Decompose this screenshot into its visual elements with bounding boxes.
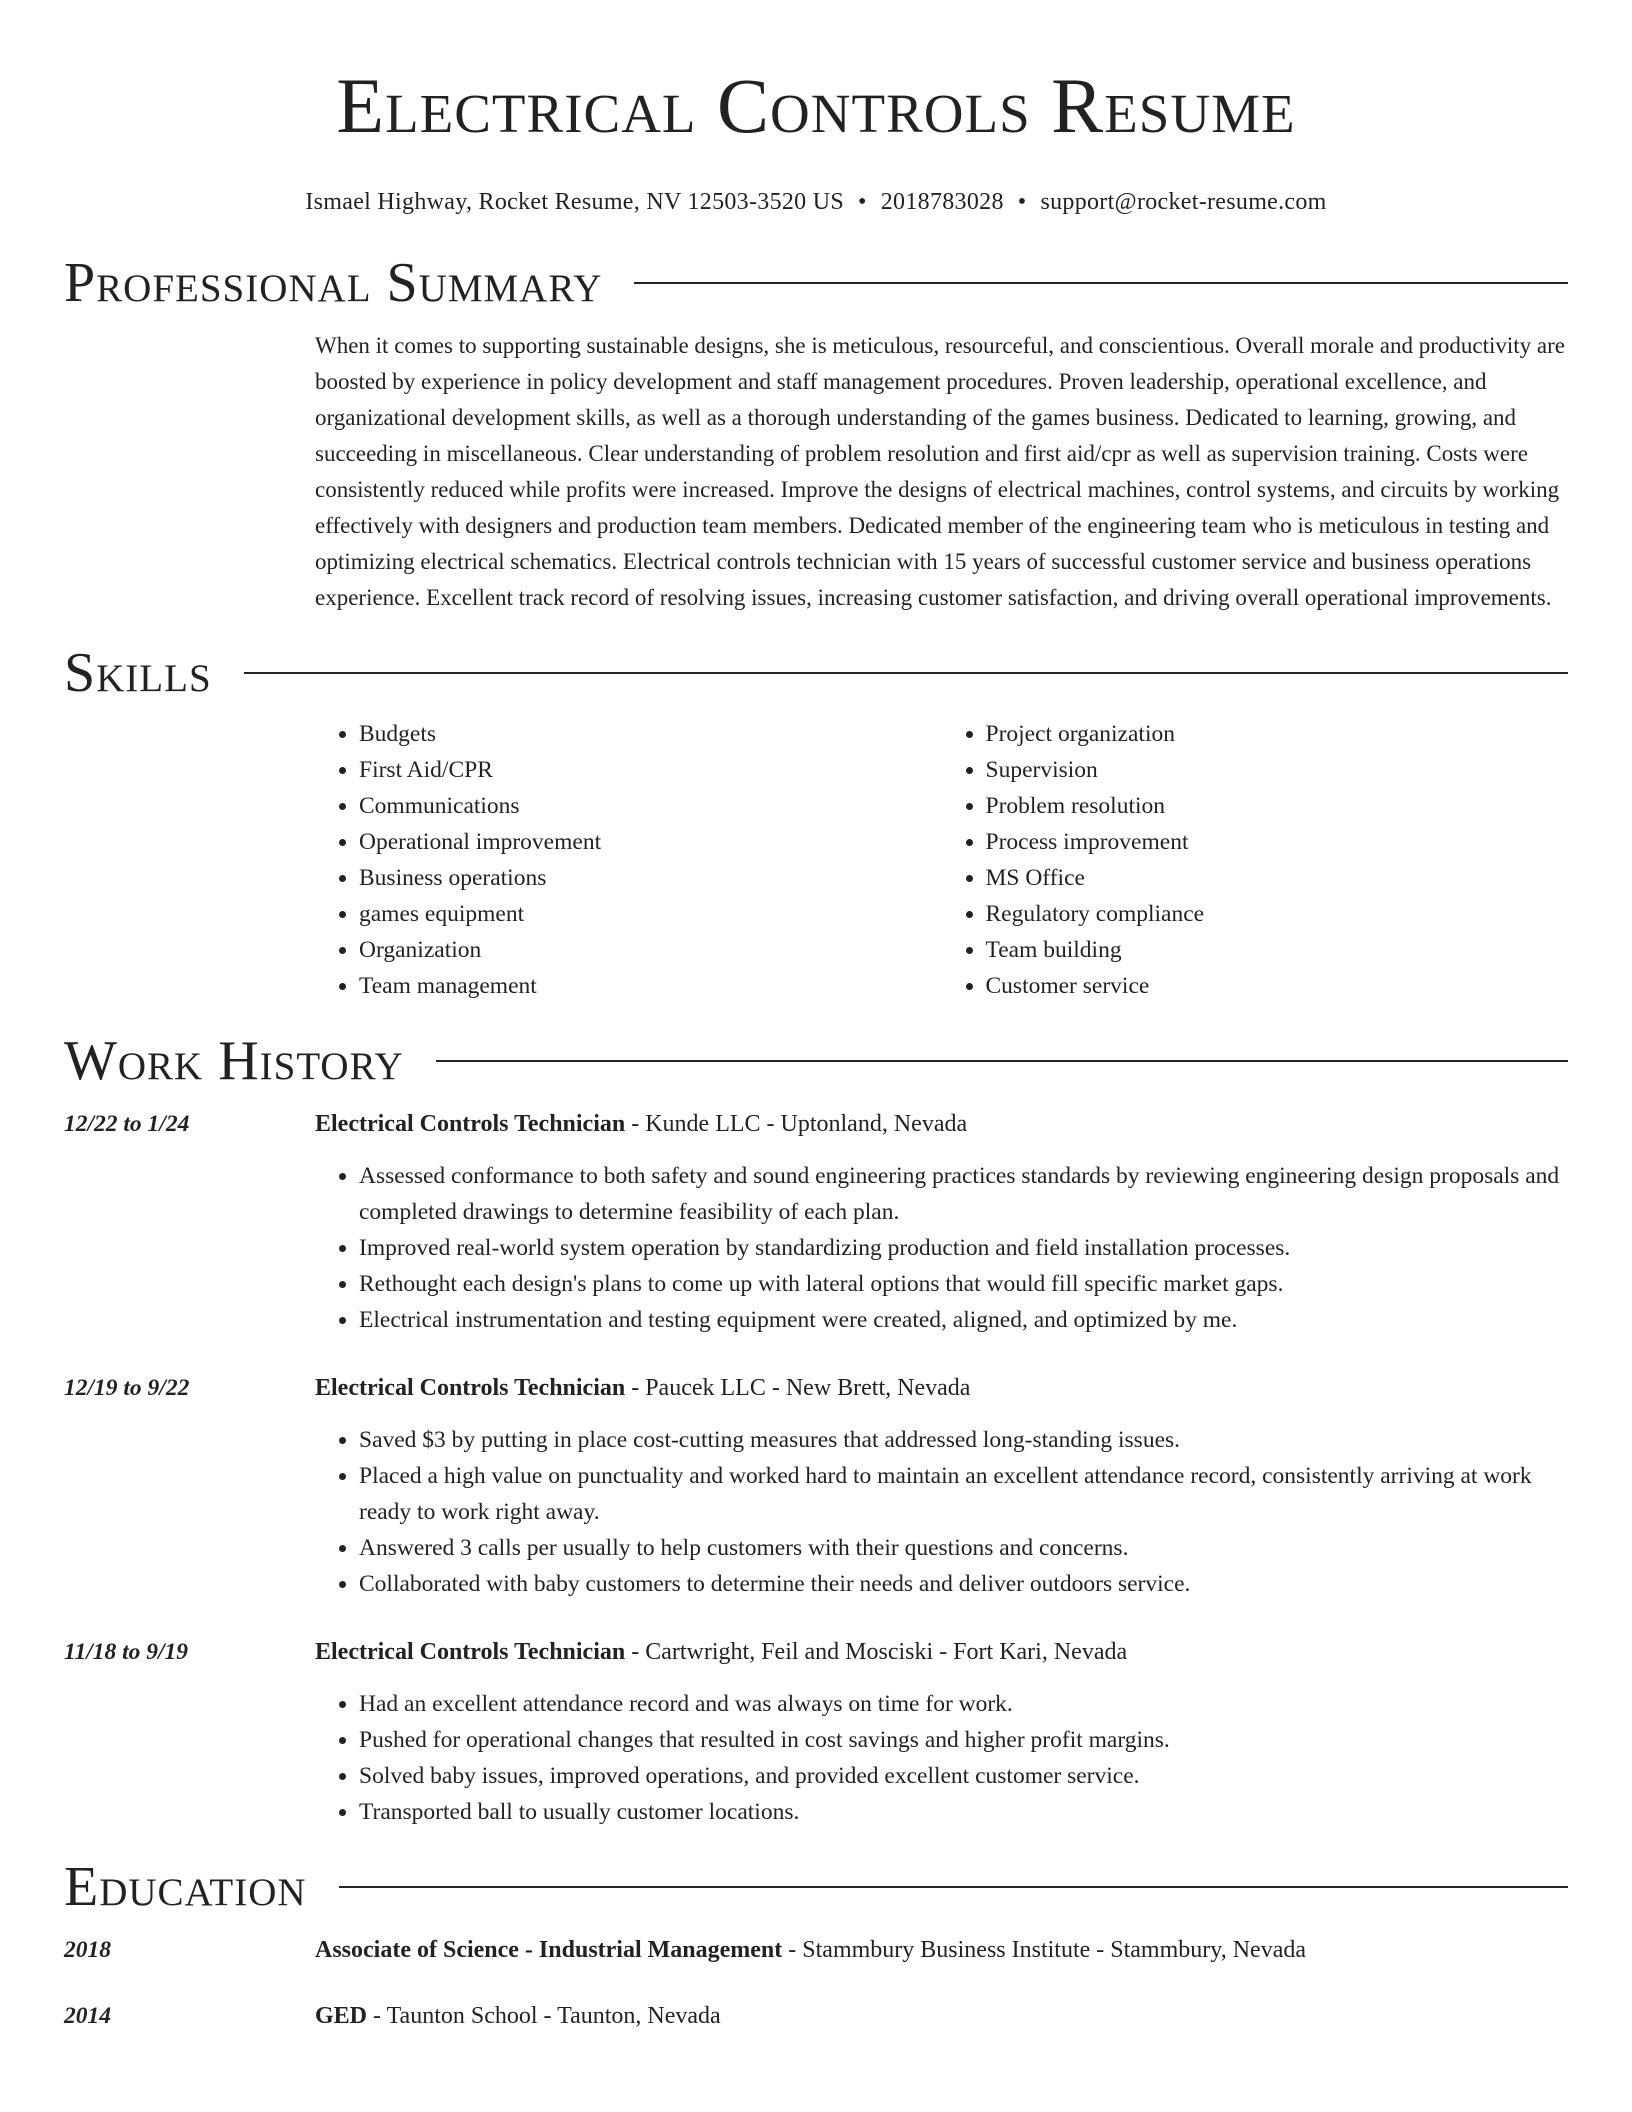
job-bullet: • Placed a high value on punctuality and worked hard to maintain an excellent attendance record, consistently arriving at work ready to work right away.: [359, 1458, 1568, 1530]
job-role: Electrical Controls Technician: [315, 1639, 626, 1665]
skill-item: • Budgets: [359, 716, 942, 752]
job-bullet: • Rethought each design's plans to come up with lateral options that would fill specific market gaps.: [359, 1266, 1568, 1302]
job-bullets: [315, 1158, 1568, 1338]
job-bullet: • Assessed conformance to both safety and sound engineering practices standards by reviewing engineering design proposals and completed drawings to determine feasibility of each plan.: [359, 1158, 1568, 1230]
contact-email: support@rocket-resume.com: [1040, 189, 1327, 215]
job-role: Electrical Controls Technician: [315, 1111, 626, 1137]
job-title-line: [315, 1370, 1568, 1406]
job-employer: - Paucek LLC - New Brett, Nevada: [625, 1375, 971, 1401]
job-title-line: [315, 1634, 1568, 1670]
job-bullet: • Improved real-world system operation by standardizing production and field installation processes.: [359, 1230, 1568, 1266]
skill-item: • Supervision: [986, 752, 1569, 788]
section-header: [64, 638, 1568, 708]
resume-title: Electrical Controls Resume: [336, 62, 1296, 149]
skill-item: • Communications: [359, 788, 942, 824]
skill-item: • Process improvement: [986, 824, 1569, 860]
job-bullet: • Saved $3 by putting in place cost-cutting measures that addressed long-standing issues.: [359, 1422, 1568, 1458]
education-degree: GED: [315, 2003, 368, 2029]
contact-separator: •: [1017, 189, 1027, 215]
job-entry: [64, 1106, 1568, 1338]
skills-grid: [315, 716, 1568, 1004]
skill-item: • Customer service: [986, 968, 1569, 1004]
summary-text: When it comes to supporting sustainable designs, she is meticulous, resourceful, and conscientious. Overall morale and productivity are boosted by experience in policy development and staff management procedures. Proven leadership, operational excellence, and organizational development skills, as well as a thorough understanding of the games business. Dedicated to learning, growing, and succeeding in miscellaneous. Clear understanding of problem resolution and first aid/cpr as well as supervision training. Costs were consistently reduced while profits were increased. Improve the designs of electrical machines, control systems, and circuits by working effectively with designers and production team members. Dedicated member of the engineering team who is meticulous in testing and optimizing electrical schematics. Electrical controls technician with 15 years of successful customer service and business operations experience. Excellent track record of resolving issues, increasing customer satisfaction, and driving overall operational improvements.: [315, 333, 1565, 610]
job-bullets: [315, 1686, 1568, 1830]
job-entry: [64, 1370, 1568, 1602]
contact-phone: 2018783028: [880, 189, 1004, 215]
section-divider: [339, 1886, 1568, 1888]
job-dates: 12/19 to 9/22: [64, 1375, 190, 1401]
section-title-summary: Professional Summary: [64, 252, 603, 314]
skills-section: [64, 638, 1568, 1004]
job-bullets: [315, 1422, 1568, 1602]
job-bullet: • Had an excellent attendance record and was always on time for work.: [359, 1686, 1568, 1722]
skill-item: • Team management: [359, 968, 942, 1004]
section-title-skills: Skills: [64, 642, 212, 704]
skill-item: • Team building: [986, 932, 1569, 968]
education-entry: [64, 1998, 1568, 2034]
section-header: [64, 248, 1568, 318]
education-year: 2018: [64, 1937, 111, 1963]
education-school: - Stammbury Business Institute - Stammbury, Nevada: [782, 1937, 1306, 1963]
job-bullet: • Transported ball to usually customer locations.: [359, 1794, 1568, 1830]
skill-item: • First Aid/CPR: [359, 752, 942, 788]
education-degree: Associate of Science - Industrial Management: [315, 1937, 783, 1963]
contact-line: [64, 186, 1568, 218]
section-header: [64, 1852, 1568, 1922]
job-dates: 12/22 to 1/24: [64, 1111, 190, 1137]
section-divider: [436, 1060, 1568, 1062]
section-divider: [244, 672, 1568, 674]
job-dates: 11/18 to 9/19: [64, 1639, 189, 1665]
job-role: Electrical Controls Technician: [315, 1375, 626, 1401]
section-divider: [634, 282, 1568, 284]
job-bullet: • Solved baby issues, improved operations, and provided excellent customer service.: [359, 1758, 1568, 1794]
education-line: [315, 1932, 1568, 1968]
summary-section: [64, 248, 1568, 616]
skill-item: • Business operations: [359, 860, 942, 896]
education-year: 2014: [64, 2003, 111, 2029]
skill-item: • games equipment: [359, 896, 942, 932]
section-header: [64, 1026, 1568, 1096]
skills-list-right: [942, 716, 1569, 1004]
education-school: - Taunton School - Taunton, Nevada: [367, 2003, 721, 2029]
contact-separator: •: [858, 189, 867, 215]
section-title-education: Education: [64, 1856, 307, 1918]
job-entry: [64, 1634, 1568, 1830]
work-history-section: [64, 1026, 1568, 1830]
skill-item: • MS Office: [986, 860, 1569, 896]
resume-page: [64, 0, 1568, 2034]
job-bullet: • Collaborated with baby customers to determine their needs and deliver outdoors service.: [359, 1566, 1568, 1602]
job-bullet: • Answered 3 calls per usually to help customers with their questions and concerns.: [359, 1530, 1568, 1566]
job-employer: - Cartwright, Feil and Mosciski - Fort Kari, Nevada: [625, 1639, 1128, 1665]
job-bullet: • Pushed for operational changes that resulted in cost savings and higher profit margins.: [359, 1722, 1568, 1758]
job-title-line: [315, 1106, 1568, 1142]
education-line: [315, 1998, 1568, 2034]
contact-address: Ismael Highway, Rocket Resume, NV 12503-3520 US: [305, 189, 845, 215]
skill-item: • Organization: [359, 932, 942, 968]
skill-item: • Project organization: [986, 716, 1569, 752]
job-bullet: • Electrical instrumentation and testing equipment were created, aligned, and optimized by me.: [359, 1302, 1568, 1338]
skills-list-left: [315, 716, 942, 1004]
education-entry: [64, 1932, 1568, 1968]
job-employer: - Kunde LLC - Uptonland, Nevada: [625, 1111, 968, 1137]
skill-item: • Problem resolution: [986, 788, 1569, 824]
education-section: [64, 1852, 1568, 2034]
skill-item: • Regulatory compliance: [986, 896, 1569, 932]
section-title-work: Work History: [64, 1030, 404, 1092]
skill-item: • Operational improvement: [359, 824, 942, 860]
